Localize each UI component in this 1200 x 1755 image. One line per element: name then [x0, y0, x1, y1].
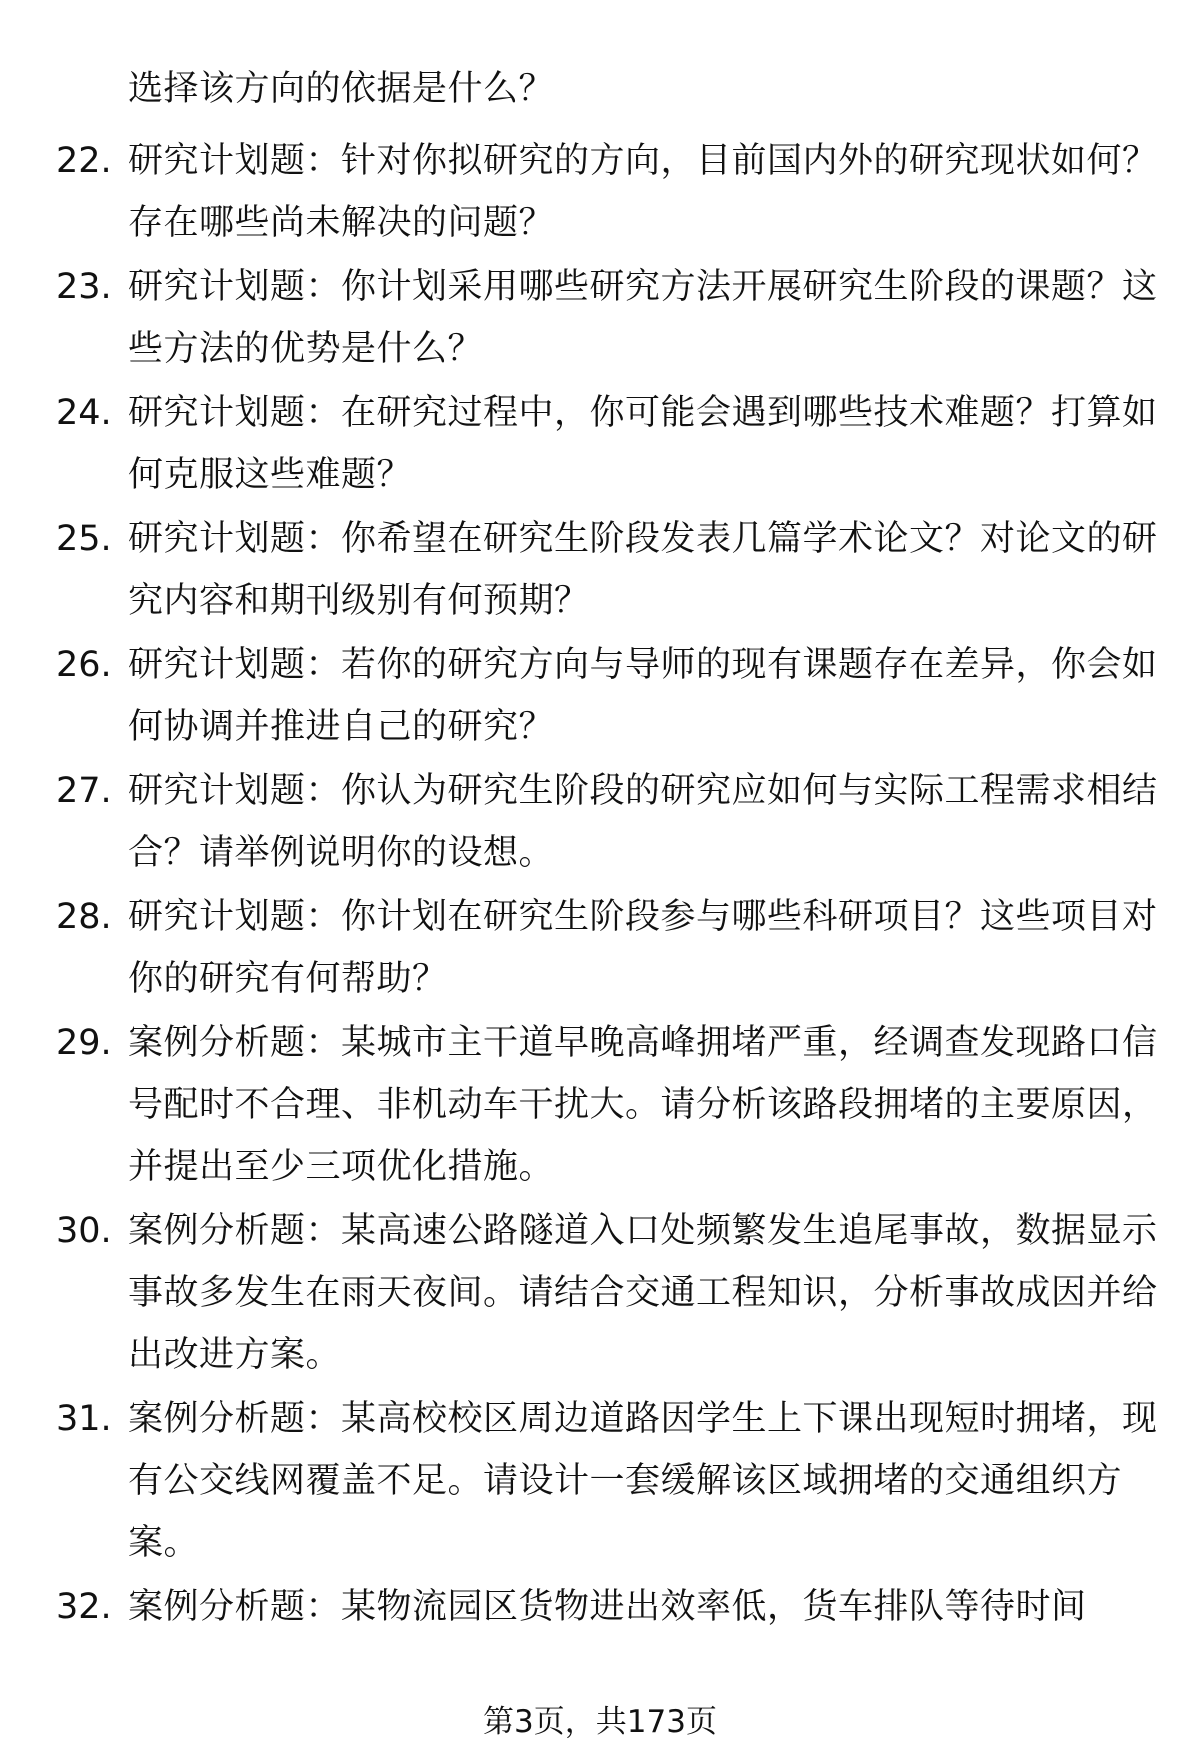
- question-text: 研究计划题：在研究过程中，你可能会遇到哪些技术难题？打算如何克服这些难题？: [128, 393, 1158, 495]
- question-number: 29.: [56, 1023, 112, 1063]
- question-item: [56, 1576, 1166, 1638]
- continuation-text: 选择该方向的依据是什么？: [128, 69, 555, 109]
- question-number: 23.: [56, 267, 112, 307]
- question-number: 24.: [56, 393, 112, 433]
- question-number: 31.: [56, 1399, 112, 1439]
- question-text: 研究计划题：你计划在研究生阶段参与哪些科研项目？这些项目对你的研究有何帮助？: [128, 897, 1158, 999]
- question-item: [56, 130, 1166, 254]
- question-item: [56, 634, 1166, 758]
- question-text: 研究计划题：针对你拟研究的方向，目前国内外的研究现状如何？存在哪些尚未解决的问题？: [128, 141, 1158, 243]
- question-item: [56, 1200, 1166, 1386]
- question-number: 32.: [56, 1587, 112, 1627]
- question-text: 案例分析题：某城市主干道早晚高峰拥堵严重，经调查发现路口信号配时不合理、非机动车干扰大。请分析该路段拥堵的主要原因，并提出至少三项优化措施。: [128, 1023, 1158, 1187]
- question-item: [56, 886, 1166, 1010]
- question-number: 28.: [56, 897, 112, 937]
- question-text: 案例分析题：某高速公路隧道入口处频繁发生追尾事故，数据显示事故多发生在雨天夜间。请结合交通工程知识，分析事故成因并给出改进方案。: [128, 1211, 1158, 1375]
- question-text: 案例分析题：某高校校区周边道路因学生上下课出现短时拥堵，现有公交线网覆盖不足。请设计一套缓解该区域拥堵的交通组织方案。: [128, 1399, 1158, 1563]
- question-text: 案例分析题：某物流园区货物进出效率低，货车排队等待时间: [128, 1587, 1087, 1627]
- question-text: 研究计划题：若你的研究方向与导师的现有课题存在差异，你会如何协调并推进自己的研究？: [128, 645, 1158, 747]
- question-number: 26.: [56, 645, 112, 685]
- question-number: 30.: [56, 1211, 112, 1251]
- question-text: 研究计划题：你计划采用哪些研究方法开展研究生阶段的课题？这些方法的优势是什么？: [128, 267, 1158, 369]
- page-footer: 第3页，共173页: [483, 1704, 717, 1740]
- question-item: [56, 508, 1166, 632]
- question-item: [56, 256, 1166, 380]
- question-number: 27.: [56, 771, 112, 811]
- question-item: [56, 382, 1166, 506]
- question-number: 25.: [56, 519, 112, 559]
- question-item: [56, 1012, 1166, 1198]
- question-text: 研究计划题：你认为研究生阶段的研究应如何与实际工程需求相结合？请举例说明你的设想。: [128, 771, 1158, 873]
- question-text: 研究计划题：你希望在研究生阶段发表几篇学术论文？对论文的研究内容和期刊级别有何预期？: [128, 519, 1158, 621]
- question-item: [56, 760, 1166, 884]
- question-item: [56, 1388, 1166, 1574]
- question-number: 22.: [56, 141, 112, 181]
